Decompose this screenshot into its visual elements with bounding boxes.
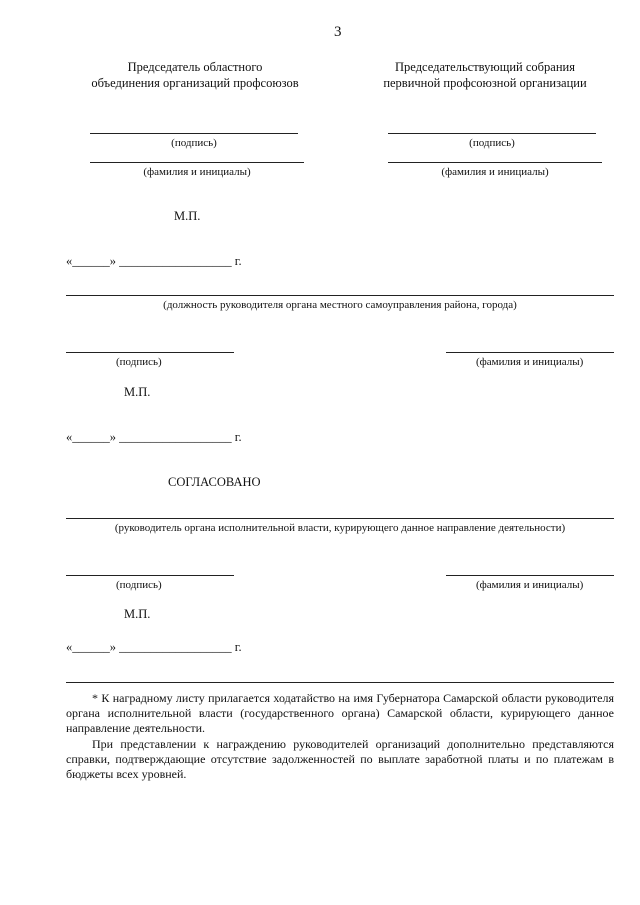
footnote-separator [66,682,614,683]
footnote-paragraph-1: * К наградному листу прилагается ходатайство на имя Губернатора Самарской области руководителя органа исполнительной власти (государственного органа) Самарской области, курирующего данное направление деятельности. [66,691,614,735]
local-gov-position-line [66,295,614,296]
local-gov-signature-line [66,352,234,353]
local-gov-position-caption: (должность руководителя органа местного самоуправления района, города) [163,299,517,311]
approval-name-caption: (фамилия и инициалы) [476,579,584,591]
date-field-3: «______» __________________ г. [66,640,242,654]
date-field-2: «______» __________________ г. [66,430,242,444]
local-gov-signature-caption: (подпись) [116,356,162,368]
left-signature-caption: (подпись) [171,137,217,149]
stamp-place-3: М.П. [124,607,151,621]
stamp-place-2: М.П. [124,385,151,399]
page-number: 3 [334,24,342,40]
local-gov-name-caption: (фамилия и инициалы) [476,356,584,368]
right-name-line [388,162,602,163]
approval-signature-line [66,575,234,576]
local-gov-name-line [446,352,614,353]
approval-position-line [66,518,614,519]
left-name-caption: (фамилия и инициалы) [143,166,251,178]
left-name-line [90,162,304,163]
footnote-paragraph-2: При представлении к награждению руководителей организаций дополнительно представляются справки, подтверждающие отсутствие задолженностей по выплате заработной платы и по платежам в бюджеты всех уровней. [66,737,614,781]
left-signer-title-line-1: Председатель областного [127,60,263,74]
right-name-caption: (фамилия и инициалы) [441,166,549,178]
approval-name-line [446,575,614,576]
left-signature-line [90,133,298,134]
left-signer-title-line-2: объединения организаций профсоюзов [91,76,299,90]
approval-position-caption: (руководитель органа исполнительной власти, курирующего данное направление деятельности) [114,522,566,534]
right-signature-line [388,133,596,134]
approval-signature-caption: (подпись) [116,579,162,591]
footnote [66,691,614,782]
approval-heading: СОГЛАСОВАНО [168,475,261,489]
right-signer-title-line-2: первичной профсоюзной организации [383,76,587,90]
right-signer-title-line-1: Председательствующий собрания [395,60,575,74]
stamp-place-1: М.П. [174,209,201,223]
right-signature-caption: (подпись) [469,137,515,149]
date-field-1: «______» __________________ г. [66,254,242,268]
